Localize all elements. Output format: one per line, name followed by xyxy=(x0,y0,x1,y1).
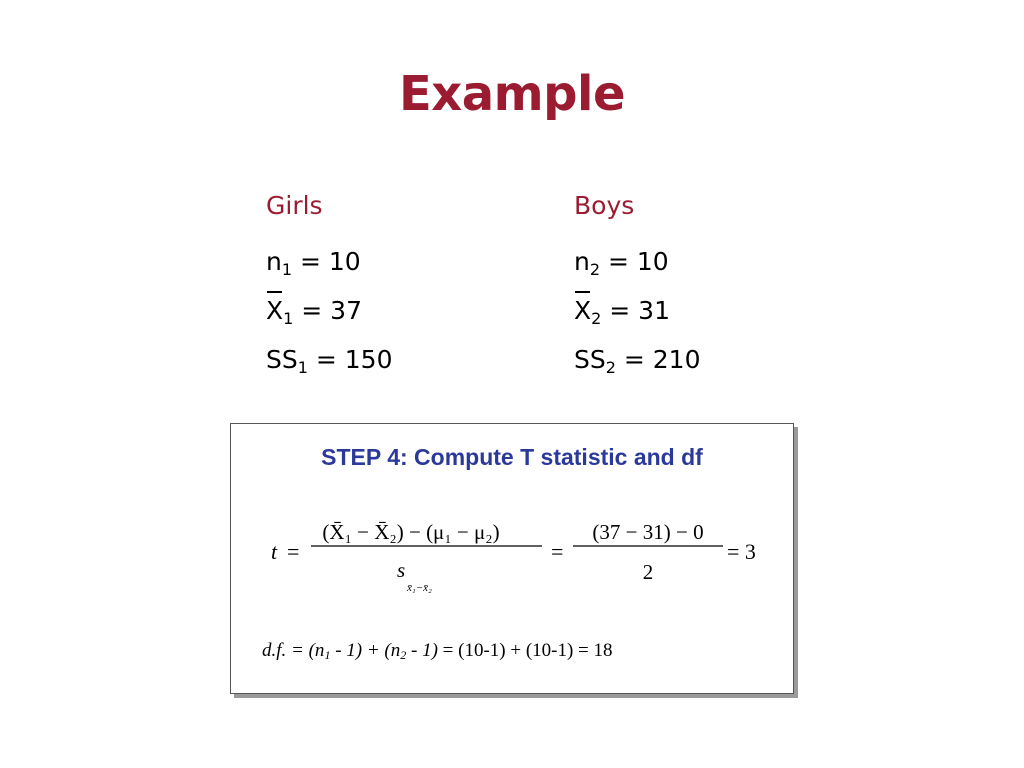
girls-n-row xyxy=(266,237,393,286)
n-label: n xyxy=(574,247,590,276)
formula-denominator1-subscript: x̄₁−x̄₂ xyxy=(407,582,432,594)
girls-ss-row xyxy=(266,335,393,384)
formula-numerator1: (X̄₁ − X̄₂) − (μ₁ − μ₂) xyxy=(322,520,500,544)
boys-heading: Boys xyxy=(574,191,635,220)
n-subscript: 1 xyxy=(281,260,293,279)
girls-heading: Girls xyxy=(266,191,323,220)
boys-n-row xyxy=(574,237,701,286)
n-value: = 10 xyxy=(600,247,669,276)
ss-value: = 150 xyxy=(307,345,393,374)
formula-eq1: = xyxy=(287,539,300,564)
boys-ss-row xyxy=(574,335,701,384)
n-subscript: 2 xyxy=(589,260,601,279)
girls-mean-row xyxy=(266,286,393,335)
ss-value: = 210 xyxy=(615,345,701,374)
mean-value: = 37 xyxy=(293,296,362,325)
ss-subscript: 1 xyxy=(297,358,308,377)
mean-label: X xyxy=(574,286,591,335)
df-sub1: 1 xyxy=(324,648,331,662)
t-statistic-formula xyxy=(255,505,775,605)
mean-label: X xyxy=(266,286,283,335)
formula-eq2: = xyxy=(551,539,564,564)
formula-numerator2: (37 − 31) − 0 xyxy=(592,520,704,544)
ss-label: SS xyxy=(266,345,298,374)
df-sub2: 2 xyxy=(400,648,407,662)
ss-label: SS xyxy=(574,345,606,374)
formula-t: t xyxy=(271,539,278,564)
formula-denominator1: s xyxy=(397,558,406,582)
df-mid1: - 1) + (n xyxy=(330,640,401,661)
degrees-of-freedom xyxy=(262,640,613,662)
ss-subscript: 2 xyxy=(605,358,616,377)
df-label: d.f. = (n xyxy=(262,640,325,661)
mean-value: = 31 xyxy=(601,296,670,325)
formula-result: = 3 xyxy=(727,539,756,564)
step-heading: STEP 4: Compute T statistic and df xyxy=(321,444,703,470)
slide-title: Example xyxy=(398,66,626,122)
df-result: = (10-1) + (10-1) = 18 xyxy=(437,640,613,661)
boys-column xyxy=(574,188,701,384)
mean-subscript: 1 xyxy=(283,309,294,328)
formula-denominator2: 2 xyxy=(642,560,654,584)
mean-subscript: 2 xyxy=(591,309,602,328)
boys-mean-row xyxy=(574,286,701,335)
df-mid2: - 1) xyxy=(406,640,438,661)
girls-column xyxy=(266,188,393,384)
n-value: = 10 xyxy=(292,247,361,276)
n-label: n xyxy=(266,247,282,276)
